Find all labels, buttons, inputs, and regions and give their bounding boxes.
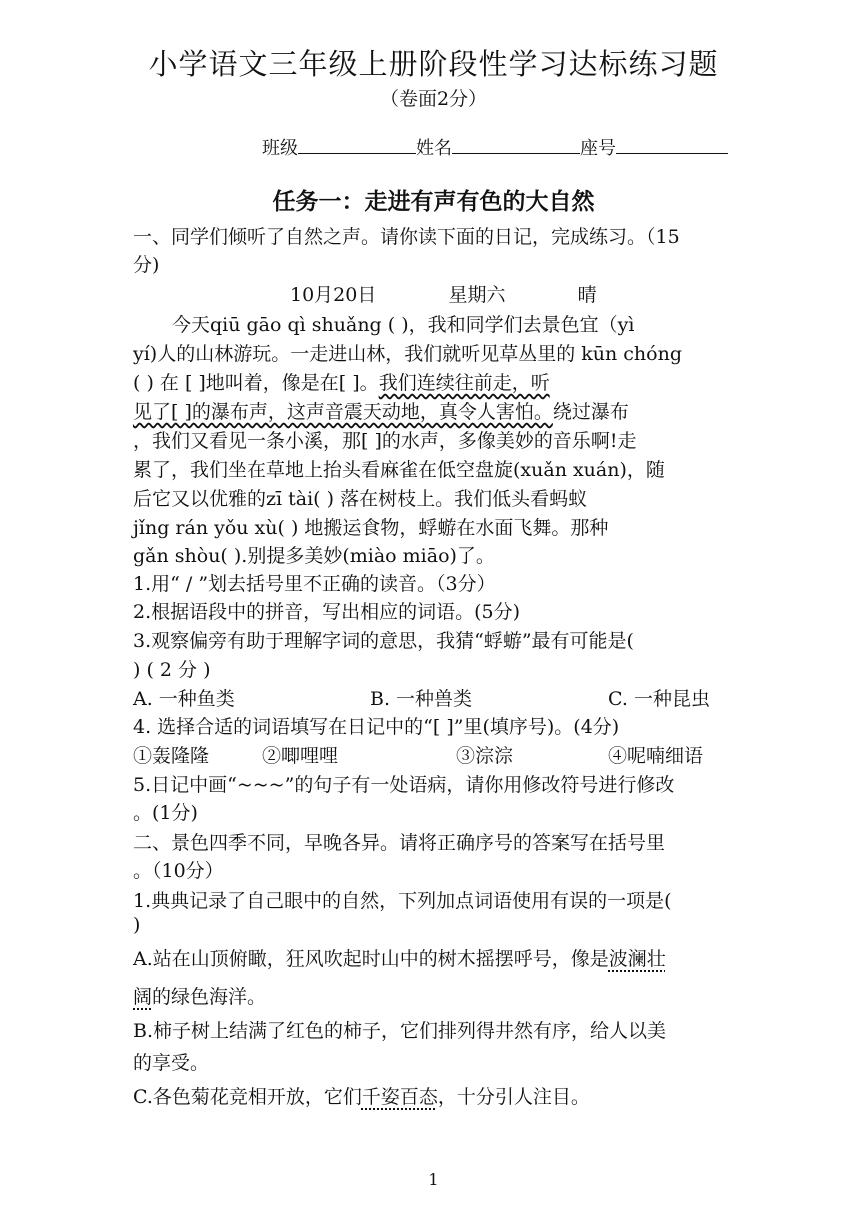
page-number: 1 bbox=[428, 1170, 439, 1189]
seat-blank[interactable] bbox=[616, 135, 728, 154]
class-blank[interactable] bbox=[298, 135, 416, 154]
option-a-cont bbox=[133, 982, 266, 1009]
option-text: B.柿子树上结满了红色的柿子，它们排列得 bbox=[133, 1020, 496, 1042]
diary-line bbox=[133, 397, 629, 424]
dotted-word: 波澜壮 bbox=[608, 948, 666, 970]
option-b-cont: 的享受。 bbox=[133, 1052, 210, 1074]
diary-text: ( ) 在 [ ]地叫着，像是在[ ]。 bbox=[133, 372, 379, 394]
section1-heading-cont: 分) bbox=[133, 254, 160, 276]
diary-line: gǎn shòu( ).别提多美妙(miào miāo)了。 bbox=[133, 545, 495, 567]
page-subtitle: （卷面2分） bbox=[379, 88, 488, 110]
wavy-sentence: 见了[ ]的瀑布声，这声音震天动地，真令人害怕。 bbox=[133, 401, 553, 423]
question-2: 2.根据语段中的拼音，写出相应的词语。(5分) bbox=[133, 601, 521, 623]
option-3: ③淙淙 bbox=[456, 745, 514, 767]
question-4: 4. 选择合适的词语填写在日记中的“[ ]”里(填序号)。(4分) bbox=[133, 716, 620, 738]
diary-header bbox=[290, 280, 597, 307]
diary-date: 10月20日 bbox=[290, 284, 377, 306]
name-label: 姓名 bbox=[416, 138, 452, 159]
choice-c: C. 一种昆虫 bbox=[608, 688, 710, 710]
option-text: 井然有序 bbox=[495, 1020, 572, 1042]
diary-line: 累了，我们坐在草地上抬头看麻雀在低空盘旋(xuǎn xuán)，随 bbox=[133, 459, 665, 481]
option-4: ④呢喃细语 bbox=[608, 745, 704, 767]
option-c bbox=[133, 1082, 590, 1109]
diary-line: jǐng rán yǒu xù( ) 地搬运食物，蜉蝣在水面飞舞。那种 bbox=[133, 517, 609, 539]
option-1: ①轰隆隆 bbox=[133, 745, 210, 767]
name-blank[interactable] bbox=[452, 135, 580, 154]
dotted-word: 千姿百态 bbox=[361, 1086, 438, 1108]
option-text: 的绿色海洋。 bbox=[152, 986, 267, 1008]
section1-heading: 一、同学们倾听了自然之声。请你读下面的日记，完成练习。（15 bbox=[133, 226, 680, 248]
task-title: 任务一：走进有声有色的大自然 bbox=[272, 188, 595, 215]
section2-heading-cont: 。（10分） bbox=[133, 860, 224, 882]
option-2: ②唧哩哩 bbox=[262, 745, 339, 767]
diary-line: ，我们又看见一条小溪，那[ ]的水声，多像美妙的音乐啊!走 bbox=[133, 430, 637, 452]
question-3: 3.观察偏旁有助于理解字词的意思，我猜“蜉蝣”最有可能是( bbox=[133, 630, 634, 652]
option-text: C.各色菊花竞相开放，它们 bbox=[133, 1086, 362, 1108]
option-b bbox=[133, 1016, 666, 1043]
student-info-fields bbox=[262, 134, 728, 160]
seat-label: 座号 bbox=[580, 138, 616, 159]
s2-question-1: 1.典典记录了自己眼中的自然，下列加点词语使用有误的一项是( bbox=[133, 890, 672, 912]
option-text: ，给人以美 bbox=[571, 1020, 667, 1042]
question-5: 5.日记中画“~~~”的句子有一处语病，请你用修改符号进行修改 bbox=[133, 774, 675, 796]
option-text: A.站在山顶俯瞰，狂风吹起时山中的树木摇摆呼号，像是 bbox=[133, 948, 609, 970]
diary-weekday: 星期六 bbox=[448, 284, 506, 306]
diary-line: yí)人的山林游玩。一走进山林，我们就听见草丛里的 kūn chóng bbox=[133, 343, 683, 365]
diary-line: 后它又以优雅的zī tài( ) 落在树枝上。我们低头看蚂蚁 bbox=[133, 488, 588, 510]
wavy-sentence: 我们连续往前走，听 bbox=[378, 372, 550, 394]
option-text: ，十分引人注目。 bbox=[437, 1086, 590, 1108]
choice-b: B. 一种兽类 bbox=[370, 688, 473, 710]
option-a bbox=[133, 944, 666, 971]
page-title: 小学语文三年级上册阶段性学习达标练习题 bbox=[148, 47, 719, 81]
diary-line: 今天qiū gāo qì shuǎng ( )，我和同学们去景色宜（yì bbox=[172, 314, 635, 336]
s2-question-1-cont: ) bbox=[133, 914, 141, 936]
diary-line bbox=[133, 368, 550, 395]
dotted-word: 阔 bbox=[133, 986, 153, 1008]
section2-heading: 二、景色四季不同，早晚各异。请将正确序号的答案写在括号里 bbox=[133, 832, 666, 854]
class-label: 班级 bbox=[262, 138, 298, 159]
question-5-cont: 。(1分) bbox=[133, 802, 198, 824]
diary-weather: 晴 bbox=[577, 284, 597, 306]
question-1: 1.用“ / ”划去括号里不正确的读音。（3分） bbox=[133, 573, 496, 595]
question-3-cont: ) ( 2 分 ) bbox=[133, 659, 211, 681]
choice-a: A. 一种鱼类 bbox=[133, 688, 235, 710]
diary-text: 绕过瀑布 bbox=[552, 401, 629, 423]
